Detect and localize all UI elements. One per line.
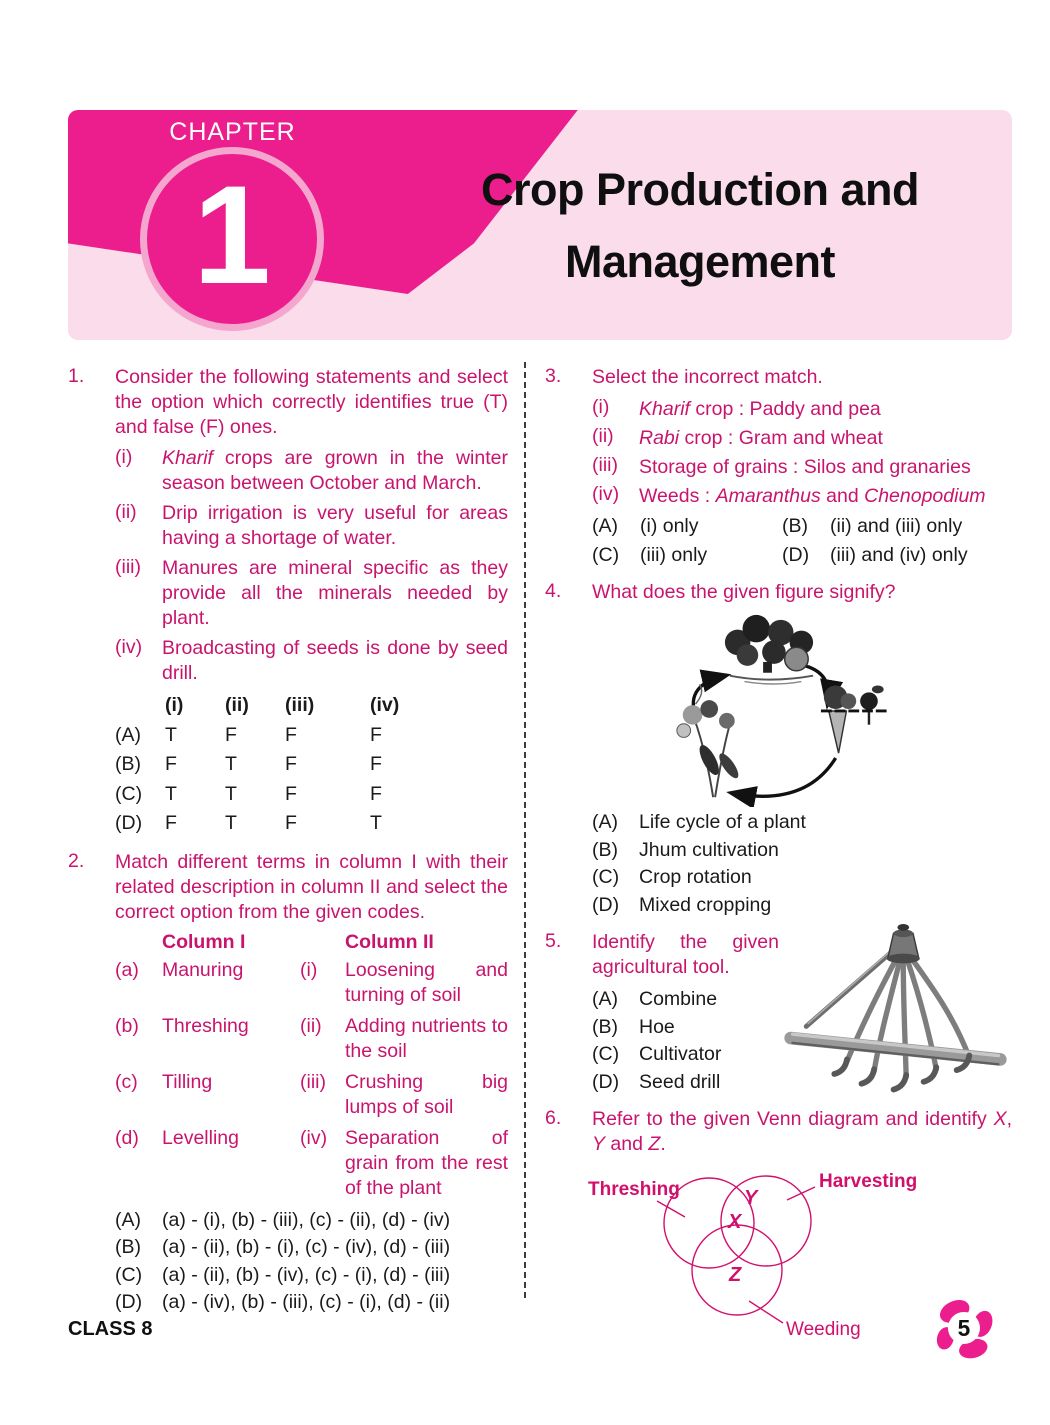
column-divider xyxy=(524,362,526,1298)
q4-options xyxy=(592,809,1012,919)
item-part: Weeds : xyxy=(639,485,716,507)
tf-header: (ii) xyxy=(225,694,249,716)
chapter-title-line1: Crop Production and xyxy=(481,164,919,215)
q3-item-iii xyxy=(592,454,1012,481)
tf-cell: T xyxy=(370,812,382,834)
option-text: Mixed cropping xyxy=(639,893,772,916)
tf-cell: F xyxy=(285,782,297,805)
option-label: (B) xyxy=(592,838,618,861)
option-B xyxy=(592,1014,779,1042)
q3-options xyxy=(592,512,1012,569)
item-part: and xyxy=(820,485,865,507)
q2-pair-c xyxy=(115,1070,508,1120)
tf-cell: T xyxy=(225,782,237,805)
question-4-number: 4. xyxy=(545,580,562,602)
statement-label: (ii) xyxy=(115,501,137,523)
option-label: (A) xyxy=(592,811,618,833)
statement-text: Manures are mineral specific as they provide all the minerals needed by plant. xyxy=(162,557,508,629)
q2-pair-b xyxy=(115,1014,508,1064)
tf-cell: F xyxy=(285,753,297,775)
question-1-text: Consider the following statements and select the option which correctly identifies true (T) and false (F) ones. xyxy=(115,366,508,438)
q6-text-part: and xyxy=(605,1133,649,1155)
tf-header: (iv) xyxy=(370,694,400,716)
item-text xyxy=(639,425,1012,452)
option-label: (D) xyxy=(592,1070,620,1093)
q3-item-i xyxy=(592,396,1012,423)
question-1 xyxy=(68,365,508,839)
italic-y: Y xyxy=(592,1133,606,1155)
q3-item-iv xyxy=(592,483,1012,510)
q6-text-part: . xyxy=(660,1133,666,1155)
q6-text-part: Refer to the given Venn diagram and identify xyxy=(592,1108,994,1130)
q2-pair-d xyxy=(115,1126,508,1201)
statement-label: (i) xyxy=(115,446,133,468)
question-4-text: What does the given figure signify? xyxy=(592,581,896,603)
q1-answer-table xyxy=(115,691,508,839)
item-text xyxy=(639,483,1012,510)
page-number-badge xyxy=(934,1298,996,1360)
option-A xyxy=(592,809,1012,837)
item-text: Storage of grains : Silos and granaries xyxy=(639,456,971,478)
chapter-number-badge xyxy=(140,147,324,331)
option-text: (iii) only xyxy=(640,543,708,566)
column-1-header: Column I xyxy=(162,930,246,953)
venn-label-weeding: Weeding xyxy=(786,1319,861,1340)
italic-term: Rabi xyxy=(639,427,680,449)
statement-text xyxy=(162,446,508,496)
question-5 xyxy=(545,930,1012,1096)
venn-letter-z: Z xyxy=(729,1264,742,1286)
q2-pair-a xyxy=(115,958,508,1008)
item-text xyxy=(639,396,1012,423)
option-B xyxy=(115,1234,508,1262)
chapter-number: 1 xyxy=(193,156,271,313)
pair-description: Crushing big lumps of soil xyxy=(345,1070,508,1118)
option-label: (D) xyxy=(592,893,620,916)
left-column xyxy=(68,365,508,1328)
option-A xyxy=(115,1207,508,1235)
question-3 xyxy=(545,365,1012,569)
statement-text: Drip irrigation is very useful for areas having a shortage of water. xyxy=(162,502,508,549)
option-label: (B) xyxy=(782,515,808,537)
pair-term: Manuring xyxy=(162,958,244,981)
option-D xyxy=(592,892,1012,920)
q1-statement-iv xyxy=(115,636,508,686)
option-text: Cultivator xyxy=(639,1043,722,1065)
option-text: (a) - (i), (b) - (iii), (c) - (ii), (d) - (iv) xyxy=(162,1208,451,1231)
question-5-number: 5. xyxy=(545,930,562,952)
pair-label: (b) xyxy=(115,1014,139,1037)
option-label: (C) xyxy=(592,866,620,888)
tf-cell: F xyxy=(370,782,382,805)
tf-cell xyxy=(115,691,165,721)
option-label: (C) xyxy=(592,543,620,566)
option-C xyxy=(592,864,1012,892)
option-text: Combine xyxy=(639,988,718,1010)
option-label: (A) xyxy=(592,988,618,1010)
tf-cell: F xyxy=(370,753,382,775)
tf-row-label: (B) xyxy=(115,753,141,775)
tf-header: (iii) xyxy=(285,694,315,716)
pair-label: (d) xyxy=(115,1126,139,1149)
pair-label: (a) xyxy=(115,958,139,981)
option-D xyxy=(592,1069,779,1097)
venn-label-threshing: Threshing xyxy=(588,1179,680,1200)
statement-label: (iv) xyxy=(115,636,143,658)
option-label: (B) xyxy=(592,1015,618,1038)
question-3-number: 3. xyxy=(545,365,562,387)
option-label: (A) xyxy=(115,1208,141,1231)
threshing-pointer-line xyxy=(657,1201,685,1217)
option-text: (a) - (iv), (b) - (iii), (c) - (i), (d) - (ii) xyxy=(162,1291,451,1313)
pair-term: Tilling xyxy=(162,1070,213,1093)
italic-z: Z xyxy=(648,1133,661,1155)
tf-cell: F xyxy=(370,723,382,746)
option-text: Jhum cultivation xyxy=(639,838,779,861)
option-text: (a) - (ii), (b) - (iv), (c) - (i), (d) - (iii) xyxy=(162,1263,451,1286)
chapter-banner xyxy=(68,110,1012,340)
option-A xyxy=(592,986,779,1014)
q1-statement-iii xyxy=(115,556,508,631)
tf-cell: F xyxy=(285,812,297,834)
question-6-number: 6. xyxy=(545,1107,562,1129)
right-column xyxy=(545,365,1012,1361)
cycle-arrow-bottom xyxy=(733,758,836,796)
q2-options xyxy=(115,1207,508,1317)
question-1-number: 1. xyxy=(68,365,85,387)
italic-term: Kharif xyxy=(162,447,213,469)
pair-roman: (i) xyxy=(300,958,318,981)
pair-label: (c) xyxy=(115,1070,138,1093)
cultivator-tool-image xyxy=(779,918,1012,1096)
italic-term: Amaranthus xyxy=(715,485,821,507)
statement-text: Broadcasting of seeds is done by seed drill. xyxy=(162,637,508,684)
question-6-text xyxy=(592,1107,1012,1157)
item-label: (iii) xyxy=(592,454,618,476)
tf-cell: F xyxy=(225,723,237,746)
q3-item-ii xyxy=(592,425,1012,452)
item-label: (i) xyxy=(592,396,610,418)
option-C xyxy=(592,1041,779,1069)
tf-cell: F xyxy=(165,812,177,834)
pair-description: Adding nutrients to the soil xyxy=(345,1014,508,1062)
chapter-title xyxy=(398,154,1002,298)
tf-cell: F xyxy=(165,753,177,775)
option-text: Seed drill xyxy=(639,1070,721,1093)
option-text: (i) only xyxy=(640,515,699,537)
option-label: (D) xyxy=(115,1291,143,1313)
q5-options xyxy=(592,986,779,1096)
option-text: (iii) and (iv) only xyxy=(830,543,968,566)
question-2-text: Match different terms in column I with their related description in column II and select the correct option from the given codes. xyxy=(115,850,508,923)
option-label: (A) xyxy=(592,515,618,537)
item-rest: crop : Gram and wheat xyxy=(679,427,883,449)
pea-plant-illustration xyxy=(677,685,742,798)
pair-roman: (iii) xyxy=(300,1070,326,1093)
pair-roman: (ii) xyxy=(300,1014,322,1037)
tf-row-label: (D) xyxy=(115,812,143,834)
item-label: (iv) xyxy=(592,483,620,505)
pair-term: Threshing xyxy=(162,1014,249,1037)
italic-term: Kharif xyxy=(639,398,690,420)
pair-roman: (iv) xyxy=(300,1126,328,1149)
q1-statement-ii xyxy=(115,501,508,551)
tf-cell: T xyxy=(165,723,177,746)
column-2-header: Column II xyxy=(345,930,434,953)
question-5-text: Identify the given agricultural tool. xyxy=(592,931,779,978)
option-D xyxy=(115,1289,508,1317)
tf-cell: T xyxy=(225,812,237,834)
option-label: (B) xyxy=(115,1236,141,1258)
option-B xyxy=(592,837,1012,865)
tf-cell: T xyxy=(225,753,237,775)
option-C xyxy=(115,1262,508,1290)
tf-header: (i) xyxy=(165,694,184,716)
statement-label: (iii) xyxy=(115,556,141,578)
venn-letter-y: Y xyxy=(744,1187,758,1209)
root-vegetables-illustration xyxy=(821,685,888,753)
pair-term: Levelling xyxy=(162,1126,239,1149)
flower-badge-icon xyxy=(934,1298,996,1360)
chapter-title-line2: Management xyxy=(564,236,836,287)
option-label: (D) xyxy=(782,543,810,566)
option-text: (a) - (ii), (b) - (i), (c) - (iv), (d) - (iii) xyxy=(162,1236,451,1258)
venn-letter-x: X xyxy=(728,1211,742,1233)
option-label: (C) xyxy=(592,1043,620,1065)
tf-row-label: (C) xyxy=(115,782,143,805)
italic-term: Chenopodium xyxy=(864,485,986,507)
q1-statement-i xyxy=(115,446,508,496)
chapter-label: CHAPTER xyxy=(169,118,296,146)
class-label: CLASS 8 xyxy=(68,1318,153,1340)
item-label: (ii) xyxy=(592,425,614,447)
tf-cell: F xyxy=(285,723,297,746)
q6-text-part: , xyxy=(1006,1108,1012,1130)
pair-description: Separation of grain from the rest of the plant xyxy=(345,1126,508,1199)
q2-column-headers xyxy=(115,931,508,954)
option-text: Hoe xyxy=(639,1015,675,1038)
crop-rotation-figure xyxy=(634,611,904,807)
question-4 xyxy=(545,580,1012,919)
question-2 xyxy=(68,850,508,1317)
question-2-number: 2. xyxy=(68,849,85,872)
option-label: (C) xyxy=(115,1263,143,1286)
option-text: (ii) and (iii) only xyxy=(830,515,963,537)
question-3-text: Select the incorrect match. xyxy=(592,366,823,388)
tf-cell: T xyxy=(165,782,177,805)
venn-label-harvesting: Harvesting xyxy=(819,1171,918,1192)
italic-x: X xyxy=(993,1108,1007,1130)
option-text: Crop rotation xyxy=(639,866,752,888)
statement-rest: crops are grown in the winter season between October and March. xyxy=(162,447,508,494)
option-text: Life cycle of a plant xyxy=(639,811,806,833)
leafy-vegetables-illustration xyxy=(725,615,813,684)
harvesting-pointer-line xyxy=(787,1187,815,1200)
item-rest: crop : Paddy and pea xyxy=(689,398,881,420)
page-number: 5 xyxy=(957,1315,971,1342)
pair-description: Loosening and turning of soil xyxy=(345,958,508,1006)
tf-row-label: (A) xyxy=(115,723,141,746)
